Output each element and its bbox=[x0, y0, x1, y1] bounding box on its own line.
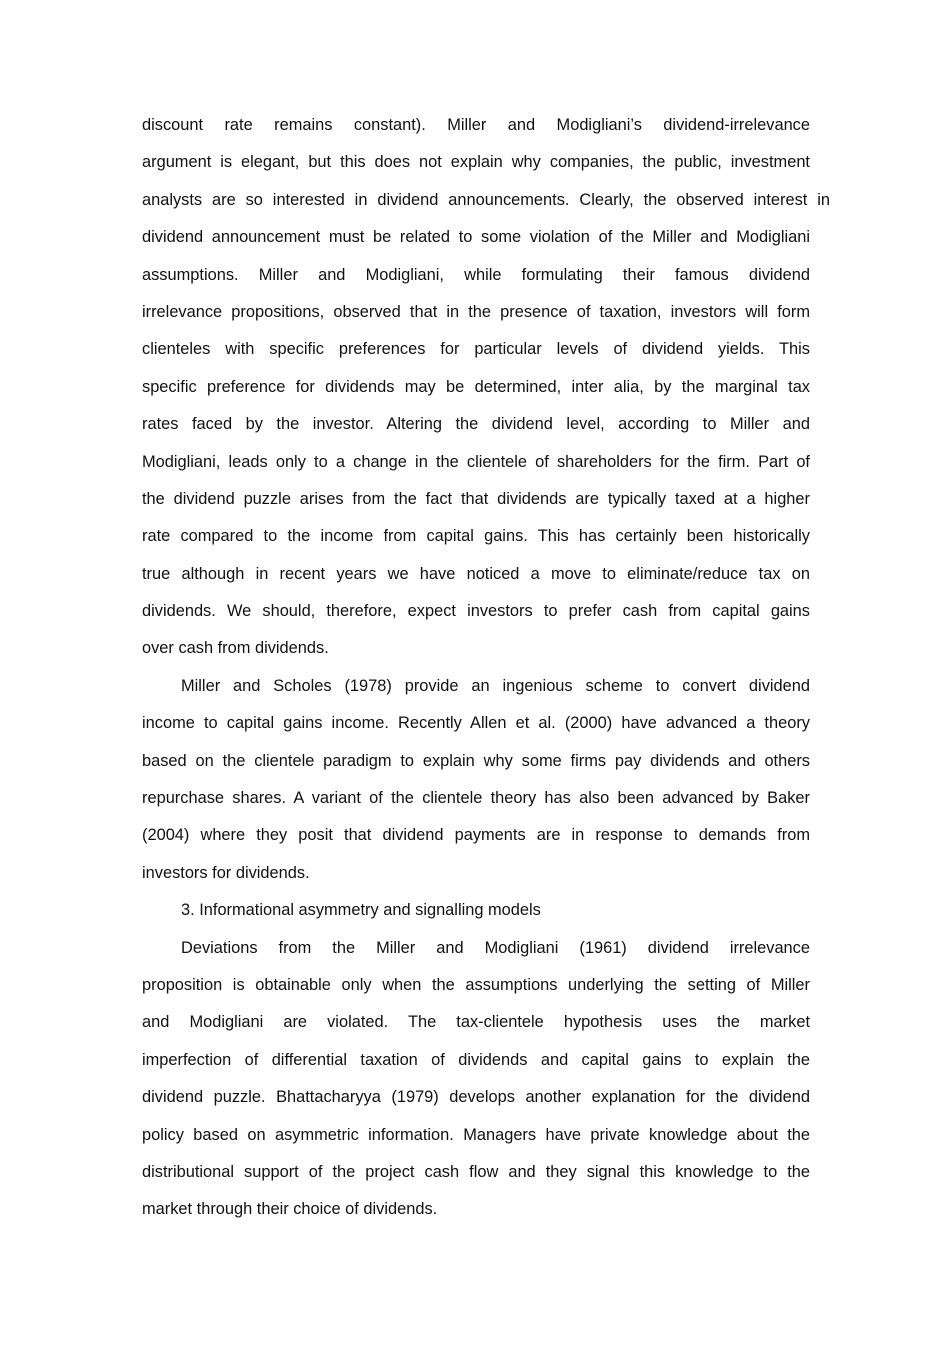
text-line: the dividend puzzle arises from the fact that dividends are typically taxed at a higher bbox=[142, 489, 810, 508]
body-text bbox=[142, 107, 830, 1229]
text-line: irrelevance propositions, observed that in the presence of taxation, investors will form bbox=[142, 302, 810, 321]
text-line: clienteles with specific preferences for particular levels of dividend yields. This bbox=[142, 340, 810, 359]
text-line: income to capital gains income. Recently Allen et al. (2000) have advanced a theory bbox=[142, 714, 810, 733]
text-line: proposition is obtainable only when the assumptions underlying the setting of Miller bbox=[142, 975, 810, 994]
text-line: rates faced by the investor. Altering the dividend level, according to Miller and bbox=[142, 415, 810, 434]
text-line: dividend announcement must be related to some violation of the Miller and Modigliani bbox=[142, 228, 810, 247]
text-line: rate compared to the income from capital gains. This has certainly been historically bbox=[142, 527, 810, 546]
text-line: based on the clientele paradigm to explain why some firms pay dividends and others bbox=[142, 751, 810, 770]
text-line: investors for dividends. bbox=[142, 863, 310, 882]
text-line: distributional support of the project cash flow and they signal this knowledge to the bbox=[142, 1162, 810, 1181]
text-line: Modigliani, leads only to a change in the clientele of shareholders for the firm. Part of bbox=[142, 452, 810, 471]
text-line: argument is elegant, but this does not explain why companies, the public, investment bbox=[142, 153, 810, 172]
text-line: discount rate remains constant). Miller and Modigliani’s dividend-irrelevance bbox=[142, 116, 810, 134]
text-line: analysts are so interested in dividend announcements. Clearly, the observed interest in bbox=[142, 190, 830, 209]
text-line: over cash from dividends. bbox=[142, 639, 329, 658]
text-line: Deviations from the Miller and Modigliani (1961) dividend irrelevance bbox=[181, 938, 810, 957]
text-line: policy based on asymmetric information. Managers have private knowledge about the bbox=[142, 1125, 810, 1144]
paragraph bbox=[142, 930, 810, 1229]
text-line: true although in recent years we have noticed a move to eliminate/reduce tax on bbox=[142, 564, 810, 583]
text-line: and Modigliani are violated. The tax-clientele hypothesis uses the market bbox=[142, 1013, 810, 1032]
paragraph bbox=[142, 668, 810, 892]
text-line: assumptions. Miller and Modigliani, while formulating their famous dividend bbox=[142, 265, 810, 284]
text-line: repurchase shares. A variant of the clientele theory has also been advanced by Baker bbox=[142, 789, 810, 808]
text-line: imperfection of differential taxation of dividends and capital gains to explain the bbox=[142, 1050, 810, 1069]
section-heading bbox=[142, 892, 810, 929]
text-line: dividend puzzle. Bhattacharyya (1979) develops another explanation for the dividend bbox=[142, 1088, 810, 1107]
text-line: specific preference for dividends may be determined, inter alia, by the marginal tax bbox=[142, 377, 810, 396]
paragraph bbox=[142, 107, 830, 668]
text-line: (2004) where they posit that dividend payments are in response to demands from bbox=[142, 826, 810, 845]
text-line: dividends. We should, therefore, expect investors to prefer cash from capital gains bbox=[142, 602, 810, 621]
text-line: market through their choice of dividends. bbox=[142, 1200, 438, 1219]
heading-text: 3. Informational asymmetry and signalling models bbox=[181, 901, 541, 920]
text-line: Miller and Scholes (1978) provide an ingenious scheme to convert dividend bbox=[181, 676, 810, 695]
